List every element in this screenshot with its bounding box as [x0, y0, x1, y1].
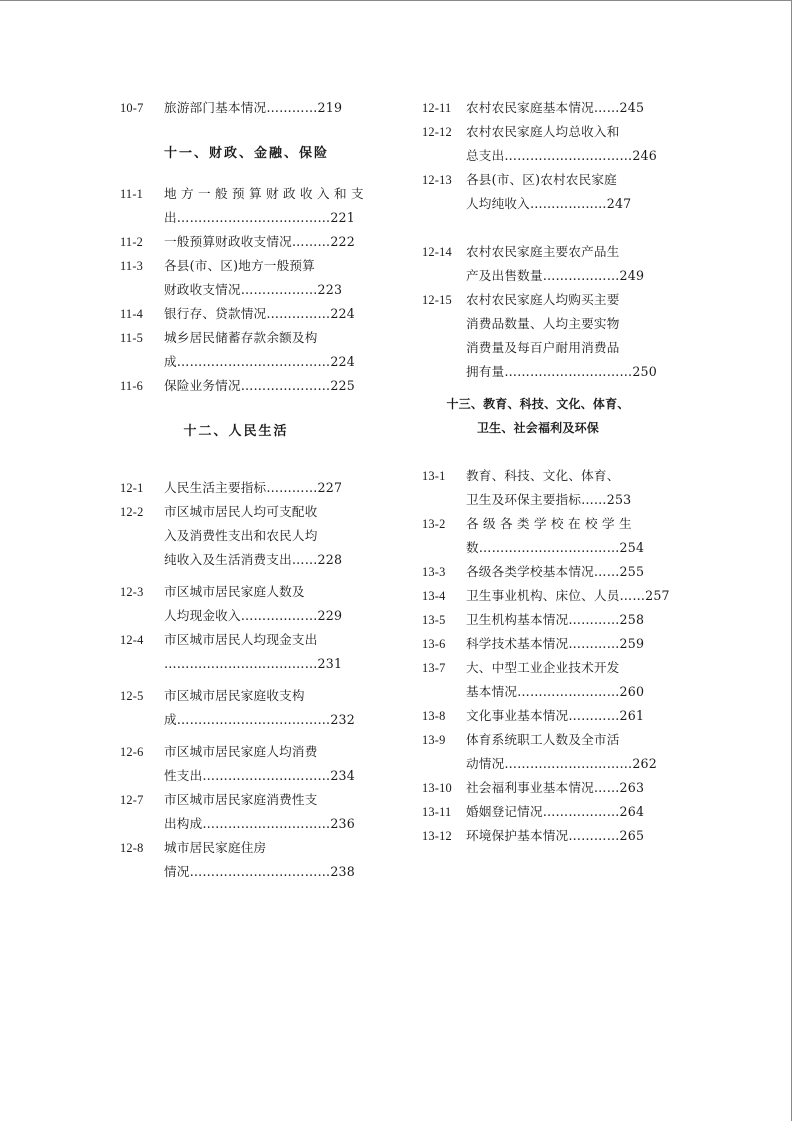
- entry-title: 农村农民家庭人均总收入和: [466, 124, 620, 139]
- entry-number: 13-11: [422, 805, 452, 819]
- toc-entry-12-3[interactable]: [120, 580, 352, 628]
- entry-title: 城乡居民储蓄存款余额及构: [164, 330, 318, 345]
- entry-number: 11-1: [120, 187, 144, 201]
- entry-title: 婚姻登记情况………………264: [466, 804, 645, 819]
- toc-entry-13-4[interactable]: [422, 584, 670, 608]
- entry-number: 13-4: [422, 589, 446, 603]
- toc-left-column: [120, 96, 364, 884]
- entry-number: 13-1: [422, 469, 446, 483]
- toc-entry-13-3[interactable]: [422, 560, 654, 584]
- entry-number: 13-10: [422, 781, 452, 795]
- entry-number: 13-5: [422, 613, 446, 627]
- entry-number: 11-5: [120, 331, 144, 345]
- entry-number: 13-6: [422, 637, 446, 651]
- entry-number: 12-6: [120, 745, 144, 759]
- toc-right-column: [422, 96, 670, 848]
- toc-entry-11-2[interactable]: [120, 230, 355, 254]
- toc-entry-13-7[interactable]: [422, 656, 654, 704]
- entry-title: 大、中型工业企业技术开发: [466, 660, 620, 675]
- entry-title: 市区城市居民家庭人均消费: [164, 744, 318, 759]
- entry-number: 12-15: [422, 293, 452, 307]
- entry-title: 城市居民家庭住房: [164, 840, 267, 855]
- entry-title: 各县(市、区)地方一般预算: [164, 258, 315, 273]
- toc-entry-12-11[interactable]: [422, 96, 654, 120]
- entry-title: 市区城市居民家庭人数及: [164, 584, 305, 599]
- entry-number: 11-3: [120, 259, 144, 273]
- entry-title: 银行存、贷款情况……………224: [164, 306, 355, 321]
- entry-number: 13-7: [422, 661, 446, 675]
- entry-title: 市区城市居民人均可支配收: [164, 504, 318, 519]
- entry-title-cont: 产及出售数量………………249: [466, 268, 645, 283]
- toc-entry-13-11[interactable]: [422, 800, 654, 824]
- entry-title: 卫生机构基本情况…………258: [466, 612, 645, 627]
- toc-entry-12-4[interactable]: [120, 628, 352, 676]
- entry-title-cont: 入及消费性支出和农民人均: [164, 528, 318, 543]
- entry-title-cont: 性支出…………………………234: [164, 768, 355, 783]
- entry-number: 12-1: [120, 481, 144, 495]
- entry-number: 12-7: [120, 793, 144, 807]
- entry-title-cont: 财政收支情况………………223: [164, 282, 343, 297]
- toc-entry-12-2[interactable]: [120, 500, 352, 572]
- entry-title-cont: 人均现金收入………………229: [164, 608, 343, 623]
- entry-title: 一般预算财政收支情况………222: [164, 234, 355, 249]
- entry-title-cont: 情况……………………………238: [164, 864, 355, 879]
- entry-title: 各级各类学校基本情况……255: [466, 564, 645, 579]
- toc-entry-12-13[interactable]: [422, 168, 654, 216]
- entry-number: 12-2: [120, 505, 144, 519]
- toc-entry-12-6[interactable]: [120, 740, 355, 788]
- toc-entry-12-5[interactable]: [120, 684, 355, 732]
- toc-entry-12-15[interactable]: [422, 288, 657, 384]
- section-title-11: 十一、财政、金融、保险: [164, 146, 330, 161]
- toc-entry-13-2[interactable]: [422, 512, 654, 560]
- entry-number: 11-2: [120, 235, 144, 249]
- entry-number: 12-3: [120, 585, 144, 599]
- toc-entry-13-12[interactable]: [422, 824, 654, 848]
- entry-title: 旅游部门基本情况…………219: [164, 100, 343, 115]
- entry-title-cont: 卫生及环保主要指标……253: [466, 492, 632, 507]
- toc-entry-13-5[interactable]: [422, 608, 654, 632]
- entry-title: 社会福利事业基本情况……263: [466, 780, 645, 795]
- entry-title: 农村农民家庭人均购买主要: [466, 292, 620, 307]
- entry-title: 体育系统职工人数及全市活: [466, 732, 620, 747]
- entry-title-cont: 总支出…………………………246: [466, 148, 657, 163]
- toc-entry-13-9[interactable]: [422, 728, 657, 776]
- toc-entry-12-12[interactable]: [422, 120, 657, 168]
- entry-title: 农村农民家庭主要农产品生: [466, 244, 620, 259]
- entry-number: 12-5: [120, 689, 144, 703]
- entry-title-cont: 基本情况……………………260: [466, 684, 645, 699]
- entry-title-cont: 人均纯收入………………247: [466, 196, 632, 211]
- entry-title: 农村农民家庭基本情况……245: [466, 100, 645, 115]
- entry-number: 11-6: [120, 379, 144, 393]
- section-title-13-line1: 十三、教育、科技、文化、体育、: [446, 397, 630, 411]
- entry-number: 13-2: [422, 517, 446, 531]
- entry-number: 12-4: [120, 633, 144, 647]
- toc-entry-12-14[interactable]: [422, 240, 654, 288]
- entry-title: 市区城市居民家庭消费性支: [164, 792, 318, 807]
- section-title-12: 十二、人民生活: [183, 424, 289, 439]
- toc-entry-12-7[interactable]: [120, 788, 355, 836]
- entry-number: 13-9: [422, 733, 446, 747]
- toc-entry-11-6[interactable]: [120, 374, 355, 398]
- entry-title: 文化事业基本情况…………261: [466, 708, 645, 723]
- entry-title: 地 方 一 般 预 算 财 政 收 入 和 支: [164, 186, 364, 201]
- entry-title: 卫生事业机构、床位、人员……257: [466, 588, 670, 603]
- entry-title-cont: 纯收入及生活消费支出……228: [164, 552, 343, 567]
- entry-number: 12-14: [422, 245, 452, 259]
- entry-title: 科学技术基本情况…………259: [466, 636, 645, 651]
- entry-number: 11-4: [120, 307, 144, 321]
- entry-title: 环境保护基本情况…………265: [466, 828, 645, 843]
- toc-entry-10-7[interactable]: [120, 96, 352, 120]
- entry-title: 人民生活主要指标…………227: [164, 480, 343, 495]
- entry-title: 各 级 各 类 学 校 在 校 学 生: [466, 516, 632, 531]
- entry-title: 保险业务情况…………………225: [164, 378, 355, 393]
- entry-number: 12-8: [120, 841, 144, 855]
- entry-number: 13-3: [422, 565, 446, 579]
- entry-number: 13-8: [422, 709, 446, 723]
- entry-number: 10-7: [120, 101, 144, 115]
- toc-entry-12-8[interactable]: [120, 836, 355, 884]
- entry-title-cont: 拥有量…………………………250: [466, 364, 657, 379]
- section-title-13-line2: 卫生、社会福利及环保: [476, 421, 599, 435]
- entry-title-cont: 数……………………………254: [466, 540, 645, 555]
- toc-entry-13-1[interactable]: [422, 464, 654, 512]
- entry-title-cont: 成………………………………224: [164, 354, 355, 369]
- entry-title-cont: ………………………………231: [164, 656, 343, 671]
- toc-entry-13-8[interactable]: [422, 704, 654, 728]
- toc-entry-11-3[interactable]: [120, 254, 352, 302]
- entry-title-cont: 动情况…………………………262: [466, 756, 657, 771]
- toc-entry-11-1[interactable]: [120, 182, 364, 230]
- entry-number: 12-12: [422, 125, 452, 139]
- entry-number: 12-11: [422, 101, 452, 115]
- toc-entry-11-5[interactable]: [120, 326, 355, 374]
- toc-entry-13-10[interactable]: [422, 776, 654, 800]
- entry-title: 市区城市居民家庭收支构: [164, 688, 305, 703]
- entry-title: 教育、科技、文化、体育、: [466, 468, 620, 483]
- toc-entry-12-1[interactable]: [120, 476, 352, 500]
- entry-title-cont: 出………………………………221: [164, 210, 355, 225]
- entry-title-cont: 消费量及每百户耐用消费品: [466, 340, 620, 355]
- entry-title-cont: 出构成…………………………236: [164, 816, 355, 831]
- entry-title: 各县(市、区)农村农民家庭: [466, 172, 617, 187]
- entry-number: 12-13: [422, 173, 452, 187]
- entry-title-cont: 成………………………………232: [164, 712, 355, 727]
- toc-entry-11-4[interactable]: [120, 302, 355, 326]
- entry-number: 13-12: [422, 829, 452, 843]
- entry-title-cont: 消费品数量、人均主要实物: [466, 316, 620, 331]
- toc-entry-13-6[interactable]: [422, 632, 654, 656]
- entry-title: 市区城市居民人均现金支出: [164, 632, 318, 647]
